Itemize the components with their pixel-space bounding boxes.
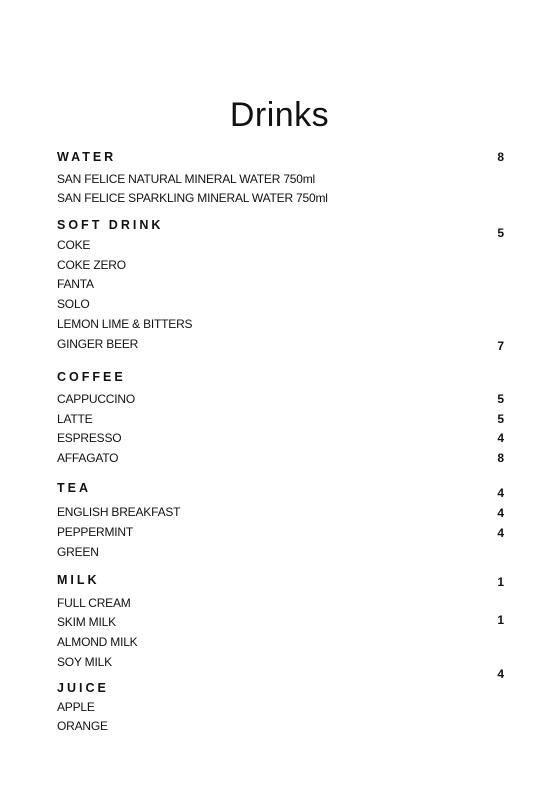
price: 1 <box>497 613 504 627</box>
menu-item: LATTE <box>57 412 93 426</box>
section-heading-water: WATER <box>57 150 117 164</box>
price: 4 <box>497 526 504 540</box>
price: 7 <box>497 339 504 353</box>
menu-item: LEMON LIME & BITTERS <box>57 317 193 331</box>
section-heading-tea: TEA <box>57 481 91 495</box>
menu-item: COKE <box>57 238 91 252</box>
price: 8 <box>497 451 504 465</box>
section-heading-juice: JUICE <box>57 681 109 695</box>
price: 8 <box>497 150 504 164</box>
menu-item: COKE ZERO <box>57 258 126 272</box>
menu-item: FANTA <box>57 277 94 291</box>
price: 4 <box>497 431 504 445</box>
price: 4 <box>497 506 504 520</box>
menu-item: ESPRESSO <box>57 431 122 445</box>
menu-item: SOY MILK <box>57 655 112 669</box>
menu-item: APPLE <box>57 700 95 714</box>
menu-item: ORANGE <box>57 719 108 733</box>
menu-item: ALMOND MILK <box>57 635 138 649</box>
menu-item: SOLO <box>57 297 90 311</box>
price: 5 <box>497 392 504 406</box>
page-title: Drinks <box>229 96 330 134</box>
price: 1 <box>497 575 504 589</box>
menu-item: ENGLISH BREAKFAST <box>57 505 181 519</box>
menu-item: SAN FELICE NATURAL MINERAL WATER 750ml <box>57 172 316 186</box>
menu-item: SAN FELICE SPARKLING MINERAL WATER 750ml <box>57 191 328 205</box>
section-heading-milk: MILK <box>57 573 100 587</box>
menu-item: AFFAGATO <box>57 451 119 465</box>
section-heading-soft-drink: SOFT DRINK <box>57 218 164 232</box>
price: 4 <box>497 486 504 500</box>
menu-item: GINGER BEER <box>57 337 139 351</box>
menu-item: CAPPUCCINO <box>57 392 136 406</box>
menu-item: FULL CREAM <box>57 596 131 610</box>
price: 4 <box>497 667 504 681</box>
price: 5 <box>497 412 504 426</box>
price: 5 <box>497 226 504 240</box>
menu-item: GREEN <box>57 545 99 559</box>
menu-item: SKIM MILK <box>57 615 116 629</box>
section-heading-coffee: COFFEE <box>57 370 126 384</box>
menu-item: PEPPERMINT <box>57 525 134 539</box>
